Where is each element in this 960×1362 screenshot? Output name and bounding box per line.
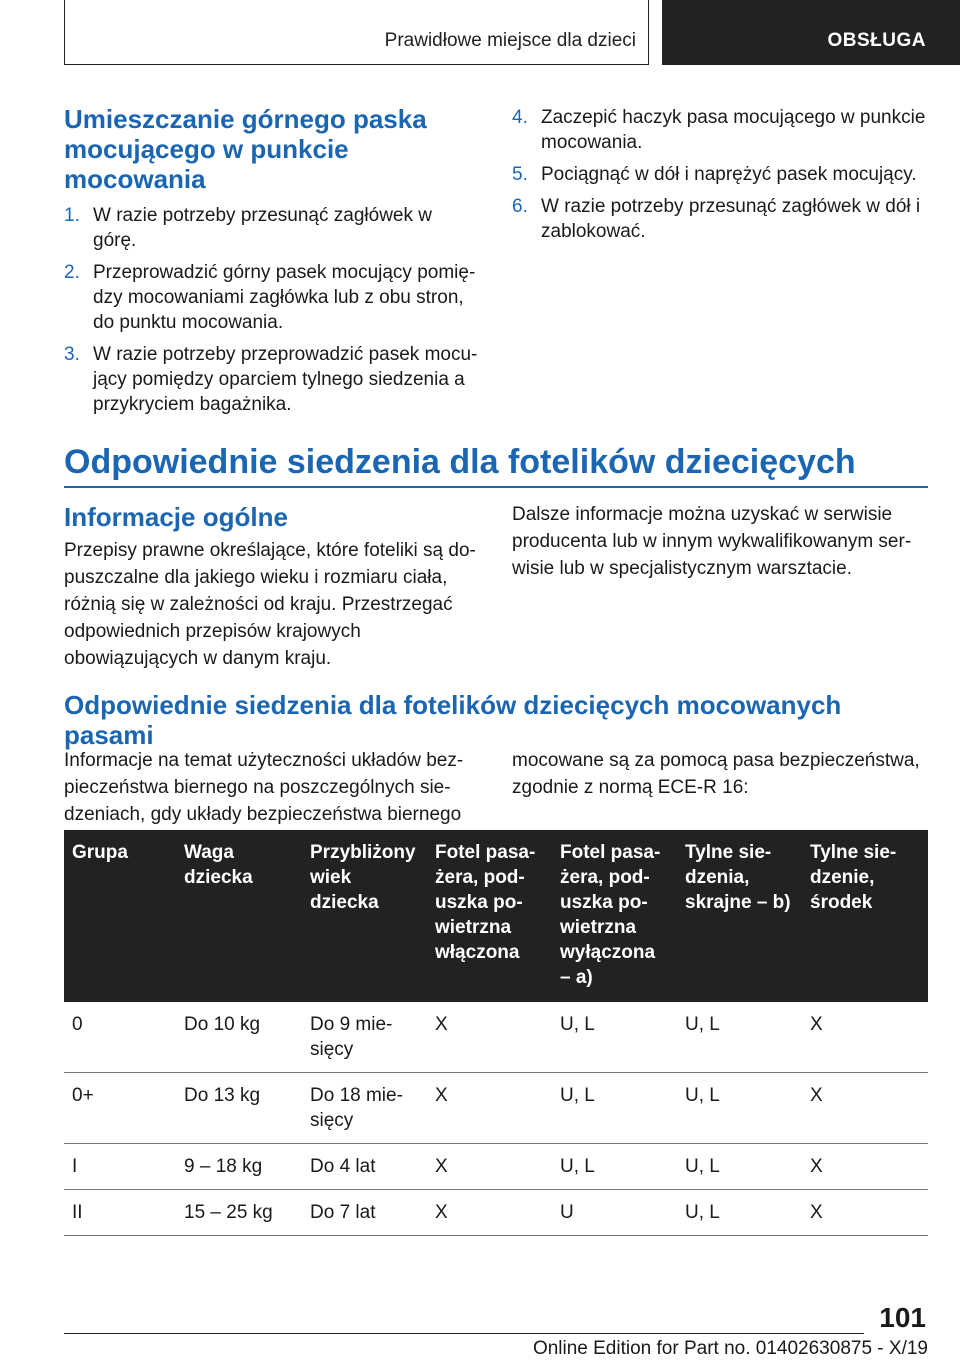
step-number: 4.: [512, 107, 528, 128]
table-header-cell: Tylne siedzenie, środek: [802, 830, 928, 1002]
step-number: 2.: [64, 262, 80, 283]
step-item: [64, 260, 480, 335]
table-cell: I: [64, 1144, 176, 1190]
table-cell: U, L: [552, 1144, 677, 1190]
table-cell: U, L: [677, 1002, 802, 1073]
step-text: Przeprowadzić górny pasek mocujący pomiędzy mocowaniami zagłówka lub z obu stron, do punktu mocowania.: [93, 262, 476, 333]
step-item: [512, 194, 928, 244]
table-cell: U, L: [552, 1002, 677, 1073]
general-text-left: Przepisy prawne określające, które foteliki są dopuszczalne dla jakiego wieku i rozmiaru ciała, różnią się w zależności od kraju. Przestrzegać odpowiednich przepisów krajowych obowiązujących w danym kraju.: [64, 540, 476, 669]
table-row: [64, 1190, 928, 1236]
table-header-cell: Przybliżony wiek dziecka: [302, 830, 427, 1002]
step-text: W razie potrzeby przesunąć zagłówek w dół i zablokować.: [541, 196, 921, 242]
belted-text-right: mocowane są za pomocą pasa bezpieczeństwa, zgodnie z normą ECE-R 16:: [512, 750, 920, 798]
main-heading: Odpowiednie siedzenia dla fotelików dziecięcych: [64, 443, 856, 481]
table-header-cell: Tylne siedzenia, skrajne – b): [677, 830, 802, 1002]
tether-steps-left: [64, 203, 480, 424]
general-heading: Informacje ogólne: [64, 502, 288, 532]
table-cell: X: [427, 1073, 552, 1144]
step-number: 6.: [512, 196, 528, 217]
header-chapter-box: [662, 0, 960, 65]
table-cell: X: [427, 1190, 552, 1236]
child-seat-table: [64, 830, 928, 1236]
header-section-title: Prawidłowe miejsce dla dzieci: [384, 30, 636, 51]
table-cell: Do 13 kg: [176, 1073, 302, 1144]
step-number: 5.: [512, 164, 528, 185]
table-cell: 0: [64, 1002, 176, 1073]
table-cell: X: [802, 1073, 928, 1144]
step-text: Pociągnąć w dół i naprężyć pasek mocujący.: [541, 164, 917, 185]
table-cell: U, L: [677, 1190, 802, 1236]
table-cell: 0+: [64, 1073, 176, 1144]
heading-rule: [64, 486, 928, 488]
table-header-cell: Waga dziecka: [176, 830, 302, 1002]
footer-edition: Online Edition for Part no. 01402630875 - X/19: [532, 1338, 928, 1359]
tether-heading: Umieszczanie górnego paska mocującego w punkcie mocowania: [64, 104, 427, 194]
step-item: [64, 342, 480, 417]
general-text-right: Dalsze informacje można uzyskać w serwisie producenta lub w innym wykwalifikowanym serwisie lub w specjalistycznym warsztacie.: [512, 504, 912, 579]
table-header-cell: Grupa: [64, 830, 176, 1002]
table-row: [64, 1002, 928, 1073]
table-cell: 15 – 25 kg: [176, 1190, 302, 1236]
table-cell: X: [427, 1144, 552, 1190]
table-cell: 9 – 18 kg: [176, 1144, 302, 1190]
table-cell: X: [802, 1002, 928, 1073]
table-cell: X: [427, 1002, 552, 1073]
table-header-row: [64, 830, 928, 1002]
table-cell: Do 9 miesięcy: [302, 1002, 427, 1073]
table-cell: X: [802, 1144, 928, 1190]
table-cell: Do 10 kg: [176, 1002, 302, 1073]
table-cell: II: [64, 1190, 176, 1236]
step-text: Zaczepić haczyk pasa mocującego w punkcie mocowania.: [541, 107, 926, 153]
belted-text-left: Informacje na temat użyteczności układów bezpieczeństwa biernego na poszczególnych siedzeniach, gdy układy bezpieczeństwa biernego: [64, 750, 464, 825]
page-number: 101: [879, 1302, 926, 1333]
table-cell: X: [802, 1190, 928, 1236]
tether-steps-right: [512, 105, 928, 251]
step-text: W razie potrzeby przeprowadzić pasek mocujący pomiędzy oparciem tylnego siedzenia a przykryciem bagażnika.: [93, 344, 478, 415]
table-cell: Do 4 lat: [302, 1144, 427, 1190]
table-cell: Do 18 miesięcy: [302, 1073, 427, 1144]
step-item: [64, 203, 480, 253]
footer-rule: [64, 1333, 864, 1334]
step-number: 3.: [64, 344, 80, 365]
belted-heading: Odpowiednie siedzenia dla fotelików dziecięcych mocowanych pasami: [64, 690, 842, 750]
table-cell: U, L: [677, 1073, 802, 1144]
table-header-cell: Fotel pasażera, poduszka powietrzna wyłączona – a): [552, 830, 677, 1002]
table-row: [64, 1073, 928, 1144]
table-row: [64, 1144, 928, 1190]
step-item: [512, 162, 928, 187]
table-header-cell: Fotel pasażera, poduszka powietrzna włączona: [427, 830, 552, 1002]
step-text: W razie potrzeby przesunąć zagłówek w górę.: [93, 205, 432, 251]
table-cell: Do 7 lat: [302, 1190, 427, 1236]
step-item: [512, 105, 928, 155]
table-cell: U, L: [677, 1144, 802, 1190]
step-number: 1.: [64, 205, 80, 226]
header-section-box: [64, 0, 649, 65]
table-cell: U: [552, 1190, 677, 1236]
header-chapter-title: OBSŁUGA: [827, 30, 926, 51]
table-cell: U, L: [552, 1073, 677, 1144]
